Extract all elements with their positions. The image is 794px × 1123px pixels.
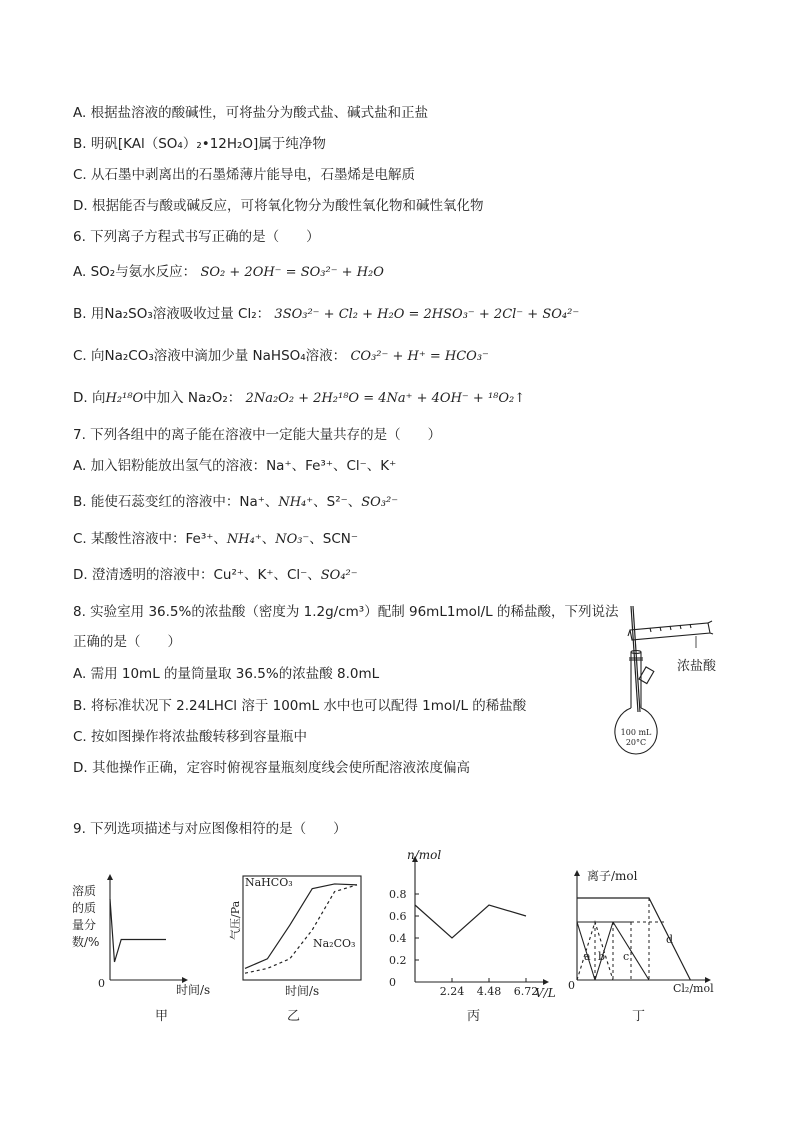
ding-series-group [577, 898, 690, 980]
flask-volume-label: 100 mL [620, 728, 652, 737]
bing-xtick-label: 6.72 [513, 985, 539, 998]
q8-apparatus-figure [600, 600, 740, 760]
q6-option-c [73, 347, 489, 366]
q7-option-a: A. 加入铝粉能放出氢气的溶液：Na⁺、Fe³⁺、Cl⁻、K⁺ [73, 458, 397, 474]
q5-option-c: C. 从石墨中剥离出的石墨烯薄片能导电，石墨烯是电解质 [73, 167, 416, 183]
jia-y-arrow [107, 874, 113, 880]
ding-caption: 丁 [632, 1009, 646, 1024]
q8-option-d: D. 其他操作正确，定容时俯视容量瓶刻度线会使所配溶液浓度偏高 [73, 760, 470, 776]
yi-series-na2co3 [245, 885, 357, 973]
jia-ylabel-4: 数/% [72, 935, 100, 949]
q7-option-d [73, 566, 358, 585]
q5-option-a: A. 根据盐溶液的酸碱性，可将盐分为酸式盐、碱式盐和正盐 [73, 105, 429, 121]
bing-ytick-label: 0.6 [389, 910, 407, 923]
bing-ylabel: n/mol [407, 848, 442, 862]
q6-option-d [73, 389, 525, 408]
ding-total-line [577, 898, 690, 980]
q7-b-nh4: NH₄⁺ [278, 495, 314, 510]
q7-option-b [73, 493, 398, 512]
q8-option-b: B. 将标准状况下 2.24LHCl 溶于 100mL 水中也可以配得 1mol/L 的稀盐酸 [73, 698, 527, 714]
q8-stem-line1: 8. 实验室用 36.5%的浓盐酸（密度为 1.2g/cm³）配制 96mL1mol/L 的稀盐酸，下列说法 [73, 604, 619, 620]
q6-d-pre: D. 向 [73, 390, 106, 406]
bing-xlabel: V/L [535, 986, 556, 1000]
bing-ytick-label: 0 [389, 976, 396, 989]
yi-caption: 乙 [287, 1009, 301, 1024]
graph-yi [225, 870, 365, 1030]
ding-label-a: a [584, 950, 591, 963]
ding-origin: 0 [568, 979, 575, 992]
q6-b-equation: 3SO₃²⁻ + Cl₂ + H₂O = 2HSO₃⁻ + 2Cl⁻ + SO₄²⁻ [274, 307, 580, 322]
q7-d-text: D. 澄清透明的溶液中：Cu²⁺、K⁺、Cl⁻、 [73, 567, 321, 583]
bing-ytick-label: 0.8 [389, 888, 407, 901]
jia-origin: 0 [98, 977, 105, 990]
bing-caption: 丙 [467, 1009, 481, 1024]
q5-option-b: B. 明矾[KAl（SO₄）₂•12H₂O]属于纯净物 [73, 136, 326, 152]
q6-stem: 6. 下列离子方程式书写正确的是（ ） [73, 229, 320, 245]
bing-ytick-label: 0.4 [389, 932, 407, 945]
bing-xtick-label: 2.24 [439, 985, 465, 998]
flask-temp-label: 20°C [625, 738, 647, 747]
q7-c-no3: NO₃⁻ [275, 532, 310, 547]
q7-c-end: 、SCN⁻ [309, 531, 359, 547]
q5-option-d: D. 根据能否与酸或碱反应，可将氧化物分为酸性氧化物和碱性氧化物 [73, 198, 484, 214]
ding-label-c: c [623, 950, 630, 963]
graph-ding [565, 862, 735, 1025]
ding-xlabel: Cl₂/mol [673, 982, 714, 995]
q7-option-c [73, 530, 358, 549]
q7-c-nh4: NH₄⁺ [226, 532, 262, 547]
q7-stem: 7. 下列各组中的离子能在溶液中一定能大量共存的是（ ） [73, 427, 442, 443]
yi-ylabel: 气压/Pa [229, 900, 242, 940]
yi-label-na2co3: Na₂CO₃ [313, 937, 356, 950]
jia-ylabel-2: 的质 [72, 901, 97, 915]
bing-x-arrow [543, 979, 549, 985]
bing-ytick-label: 0.2 [389, 954, 407, 967]
ding-label-b: b [598, 950, 606, 963]
q6-d-equation: 2Na₂O₂ + 2H₂¹⁸O = 4Na⁺ + 4OH⁻ + ¹⁸O₂↑ [245, 391, 526, 406]
q8-option-a: A. 需用 10mL 的量筒量取 36.5%的浓盐酸 8.0mL [73, 666, 380, 682]
yi-series-nahco3 [245, 884, 357, 968]
yi-frame [243, 876, 361, 980]
bing-x-ticks [440, 978, 539, 998]
q7-c-text: C. 某酸性溶液中：Fe³⁺、 [73, 531, 227, 547]
jia-caption: 甲 [155, 1009, 169, 1024]
q6-option-a [73, 263, 384, 282]
q9-stem: 9. 下列选项描述与对应图像相符的是（ ） [73, 821, 347, 837]
q6-option-b [73, 305, 579, 324]
graph-jia [70, 862, 211, 1024]
ding-label-d: d [666, 933, 674, 946]
q7-b-mid: 、S²⁻、 [313, 494, 362, 510]
jia-ylabel-3: 量分 [72, 918, 97, 932]
yi-xlabel: 时间/s [285, 984, 320, 998]
q6-c-equation: CO₃²⁻ + H⁺ = HCO₃⁻ [350, 349, 489, 364]
q7-c-sep: 、 [261, 531, 276, 547]
q7-b-so3: SO₃²⁻ [361, 495, 399, 510]
jia-series-line [110, 899, 166, 962]
jia-xlabel: 时间/s [176, 983, 211, 997]
q6-c-text: C. 向Na₂CO₃溶液中滴加少量 NaHSO₄溶液： [73, 348, 347, 364]
conc-hcl-label: 浓盐酸 [677, 659, 717, 674]
bing-xtick-label: 4.48 [476, 985, 502, 998]
graph-bing [385, 850, 560, 1025]
q6-d-mid: 中加入 Na₂O₂： [143, 390, 242, 406]
glass-rod [631, 606, 640, 712]
q6-d-h2o: H₂¹⁸O [105, 391, 144, 406]
jia-ylabel-1: 溶质 [72, 884, 97, 898]
ding-y-arrow [574, 870, 580, 876]
yi-label-nahco3: NaHCO₃ [245, 876, 293, 889]
graduated-cylinder [628, 621, 713, 640]
q6-a-equation: SO₂ + 2OH⁻ = SO₃²⁻ + H₂O [200, 265, 384, 280]
q8-stem-line2: 正确的是（ ） [73, 634, 181, 650]
q6-b-text: B. 用Na₂SO₃溶液吸收过量 Cl₂： [73, 306, 271, 322]
q8-option-c: C. 按如图操作将浓盐酸转移到容量瓶中 [73, 729, 308, 745]
q7-b-text: B. 能使石蕊变红的溶液中：Na⁺、 [73, 494, 279, 510]
bing-series-line [415, 905, 526, 938]
ding-ylabel: 离子/mol [587, 869, 638, 883]
q7-d-so4: SO₄²⁻ [320, 568, 358, 583]
q6-a-text: A. SO₂与氨水反应： [73, 264, 197, 280]
